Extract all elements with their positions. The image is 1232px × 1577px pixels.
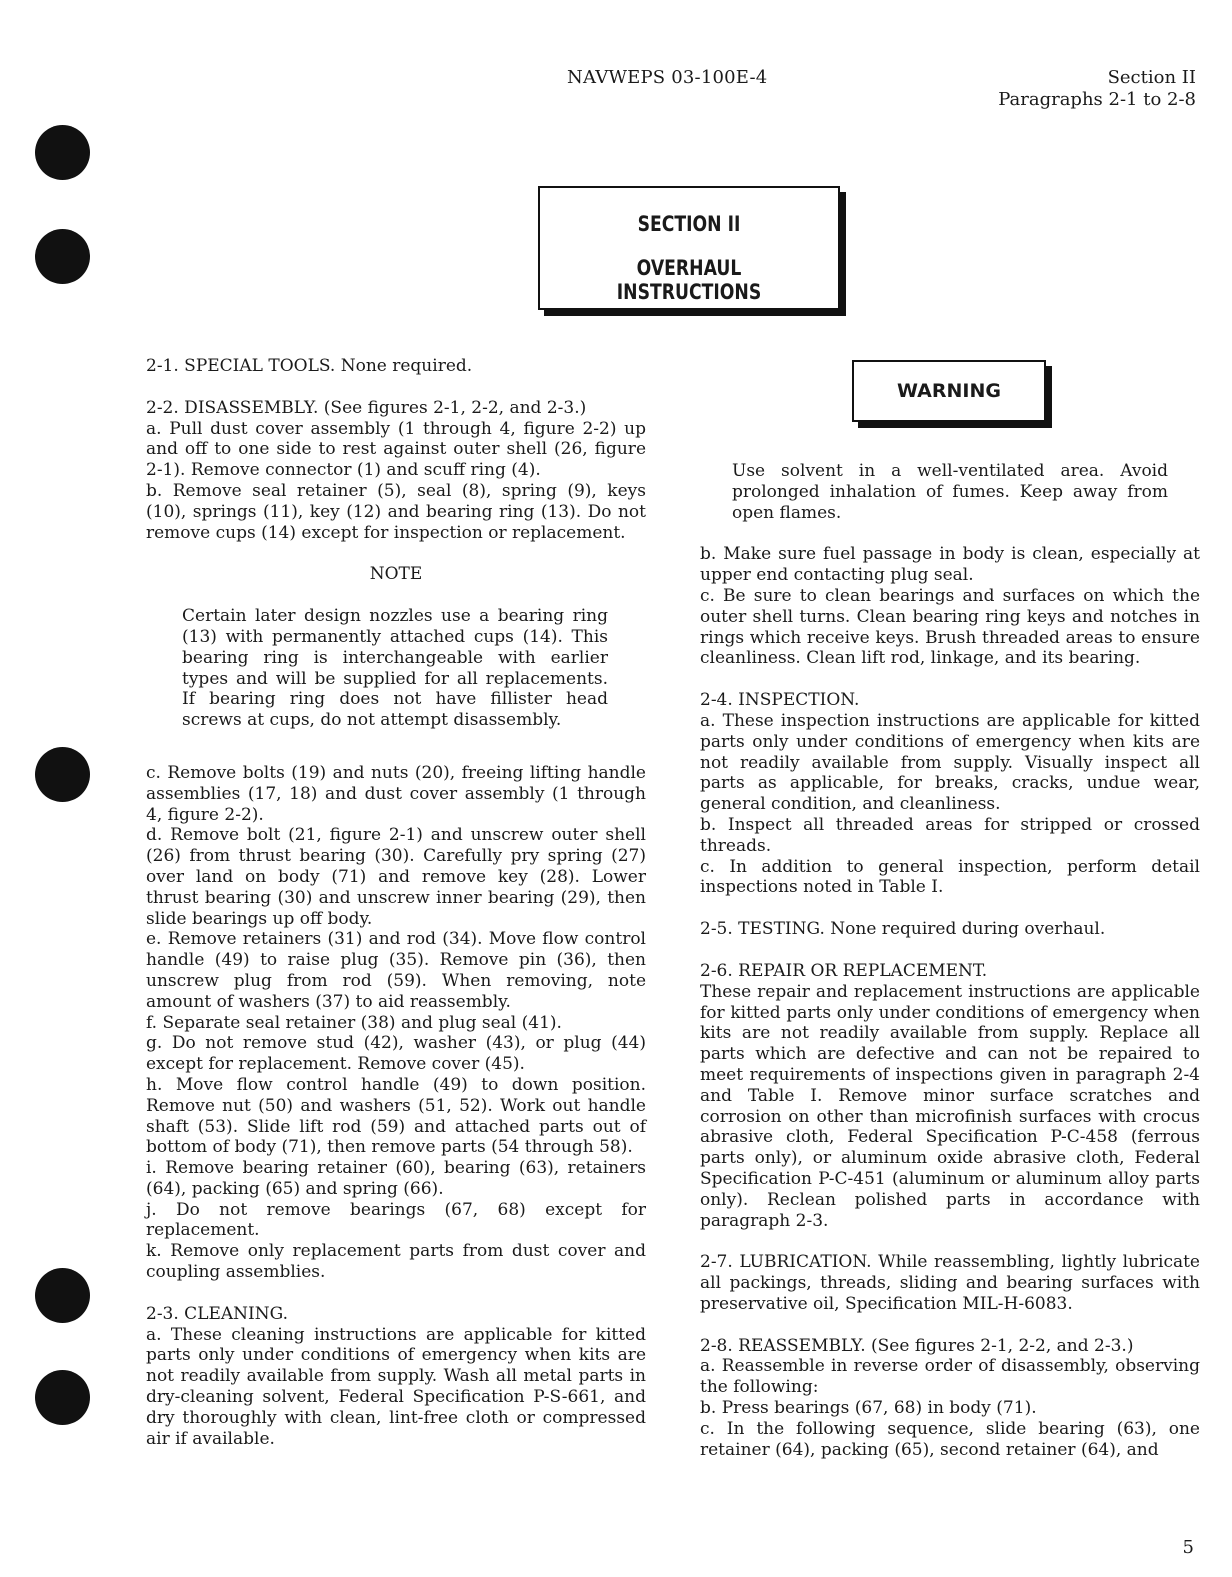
note-title: NOTE	[369, 564, 423, 585]
para-2-2-j: j. Do not remove bearings (67, 68) except for replacement.	[146, 1199, 646, 1241]
warning-label: WARNING	[897, 380, 1001, 402]
para-2-8-c: c. In the following sequence, slide bearing (63), one retainer (64), packing (65), second retainer (64), and	[700, 1418, 1200, 1460]
left-column	[146, 356, 646, 1449]
binder-hole-2	[35, 229, 90, 284]
document-number: NAVWEPS 03-100E-4	[567, 67, 768, 88]
para-2-3-a: a. These cleaning instructions are applicable for kitted parts only under conditions of emergency when kits are not readily available from supply. Wash all metal parts in dry-cleaning solvent, Federal Specification P-S-661, and dry thoroughly with clean, lint-free cloth or compressed air if available.	[146, 1324, 646, 1449]
para-2-2-b: b. Remove seal retainer (5), seal (8), spring (9), keys (10), springs (11), key (12) and bearing ring (13). Do not remove cups (14) except for inspection or replacement.	[146, 480, 646, 543]
binder-hole-4	[35, 1268, 90, 1323]
para-2-8-title: 2-8. REASSEMBLY. (See figures 2-1, 2-2, and 2-3.)	[700, 1335, 1134, 1356]
para-2-7: 2-7. LUBRICATION. While reassembling, lightly lubricate all packings, threads, sliding and bearing surfaces with preservative oil, Specification MIL-H-6083.	[700, 1252, 1200, 1314]
para-2-4-a: a. These inspection instructions are applicable for kitted parts only under conditions of emergency when kits are not readily available from supply. Visually inspect all parts as applicable, for breaks, cracks, undue wear, general condition, and cleanliness.	[700, 710, 1200, 815]
para-2-4-title: 2-4. INSPECTION.	[700, 690, 860, 711]
para-2-5: 2-5. TESTING. None required during overhaul.	[700, 919, 1106, 940]
para-2-2-c: c. Remove bolts (19) and nuts (20), freeing lifting handle assemblies (17, 18) and dust cover assembly (1 through 4, figure 2-2).	[146, 762, 646, 825]
warning-body: Use solvent in a well-ventilated area. Avoid prolonged inhalation of fumes. Keep away from open flames.	[732, 461, 1168, 523]
para-2-1: 2-1. SPECIAL TOOLS. None required.	[146, 356, 473, 376]
right-column	[700, 461, 1200, 1460]
binder-hole-5	[35, 1370, 90, 1425]
para-2-2-title: 2-2. DISASSEMBLY. (See figures 2-1, 2-2, and 2-3.)	[146, 397, 587, 418]
paragraph-reference: Paragraphs 2-1 to 2-8	[998, 89, 1196, 110]
para-2-3-b: b. Make sure fuel passage in body is clean, especially at upper end contacting plug seal.	[700, 544, 1200, 586]
warning-box	[852, 360, 1046, 422]
page-number: 5	[1182, 1537, 1194, 1558]
para-2-8-a: a. Reassemble in reverse order of disassembly, observing the following:	[700, 1356, 1200, 1398]
para-2-6-title: 2-6. REPAIR OR REPLACEMENT.	[700, 960, 988, 981]
para-2-3-title: 2-3. CLEANING.	[146, 1303, 289, 1324]
para-2-4-c: c. In addition to general inspection, perform detail inspections noted in Table I.	[700, 856, 1200, 898]
para-2-2-d: d. Remove bolt (21, figure 2-1) and unscrew outer shell (26) from thrust bearing (30). Carefully pry spring (27) over land on body (71) and remove key (28). Lower thrust bearing (30) and unscrew inner bearing (29), then slide bearings up off body.	[146, 825, 646, 929]
para-2-2-a: a. Pull dust cover assembly (1 through 4, figure 2-2) up and off to one side to rest against outer shell (26, figure 2-1). Remove connector (1) and scuff ring (4).	[146, 418, 646, 481]
para-2-2-g: g. Do not remove stud (42), washer (43), or plug (44) except for replacement. Remove cover (45).	[146, 1033, 646, 1075]
binder-hole-1	[35, 125, 90, 180]
binder-hole-3	[35, 747, 90, 802]
para-2-8-b: b. Press bearings (67, 68) in body (71).	[700, 1398, 1037, 1419]
para-2-2-f: f. Separate seal retainer (38) and plug seal (41).	[146, 1012, 562, 1033]
para-2-2-k: k. Remove only replacement parts from dust cover and coupling assemblies.	[146, 1241, 646, 1283]
header-right	[998, 67, 1196, 111]
section-reference: Section II	[1107, 67, 1196, 88]
para-2-4-b: b. Inspect all threaded areas for stripped or crossed threads.	[700, 814, 1200, 856]
section-number: SECTION II	[637, 212, 741, 236]
para-2-2-h: h. Move flow control handle (49) to down position. Remove nut (50) and washers (51, 52). Work out handle shaft (53). Slide lift rod (59) and attached parts out of bottom of body (71), then remove parts (54 through 58).	[146, 1074, 646, 1158]
section-title: OVERHAUL INSTRUCTIONS	[616, 256, 762, 304]
section-title-box	[538, 186, 840, 310]
para-2-2-i: i. Remove bearing retainer (60), bearing (63), retainers (64), packing (65) and spring (66).	[146, 1158, 646, 1199]
note-body: Certain later design nozzles use a bearing ring (13) with permanently attached cups (14). This bearing ring is interchangeable with earlier types and will be supplied for all replacements. If bearing ring does not have fillister head screws at cups, do not attempt disassembly.	[182, 606, 608, 731]
para-2-2-e: e. Remove retainers (31) and rod (34). Move flow control handle (49) to raise plug (35). Remove pin (36), then unscrew plug from rod (59). When removing, note amount of washers (37) to aid reassembly.	[146, 929, 646, 1012]
para-2-6-body: These repair and replacement instructions are applicable for kitted parts only under conditions of emergency when kits are not readily available from supply. Replace all parts which are defective and can not be repaired to meet requirements of inspections given in paragraph 2-4 and Table I. Remove minor surface scratches and corrosion on other than microfinish surfaces with crocus abrasive cloth, Federal Specification P-C-458 (ferrous parts only), or aluminum oxide abrasive cloth, Federal Specification P-C-451 (aluminum or aluminum alloy parts only). Reclean polished parts in accordance with paragraph 2-3.	[700, 981, 1200, 1231]
para-2-3-c: c. Be sure to clean bearings and surfaces on which the outer shell turns. Clean bearing ring keys and notches in rings which receive keys. Brush threaded areas to ensure cleanliness. Clean lift rod, linkage, and its bearing.	[700, 585, 1200, 669]
